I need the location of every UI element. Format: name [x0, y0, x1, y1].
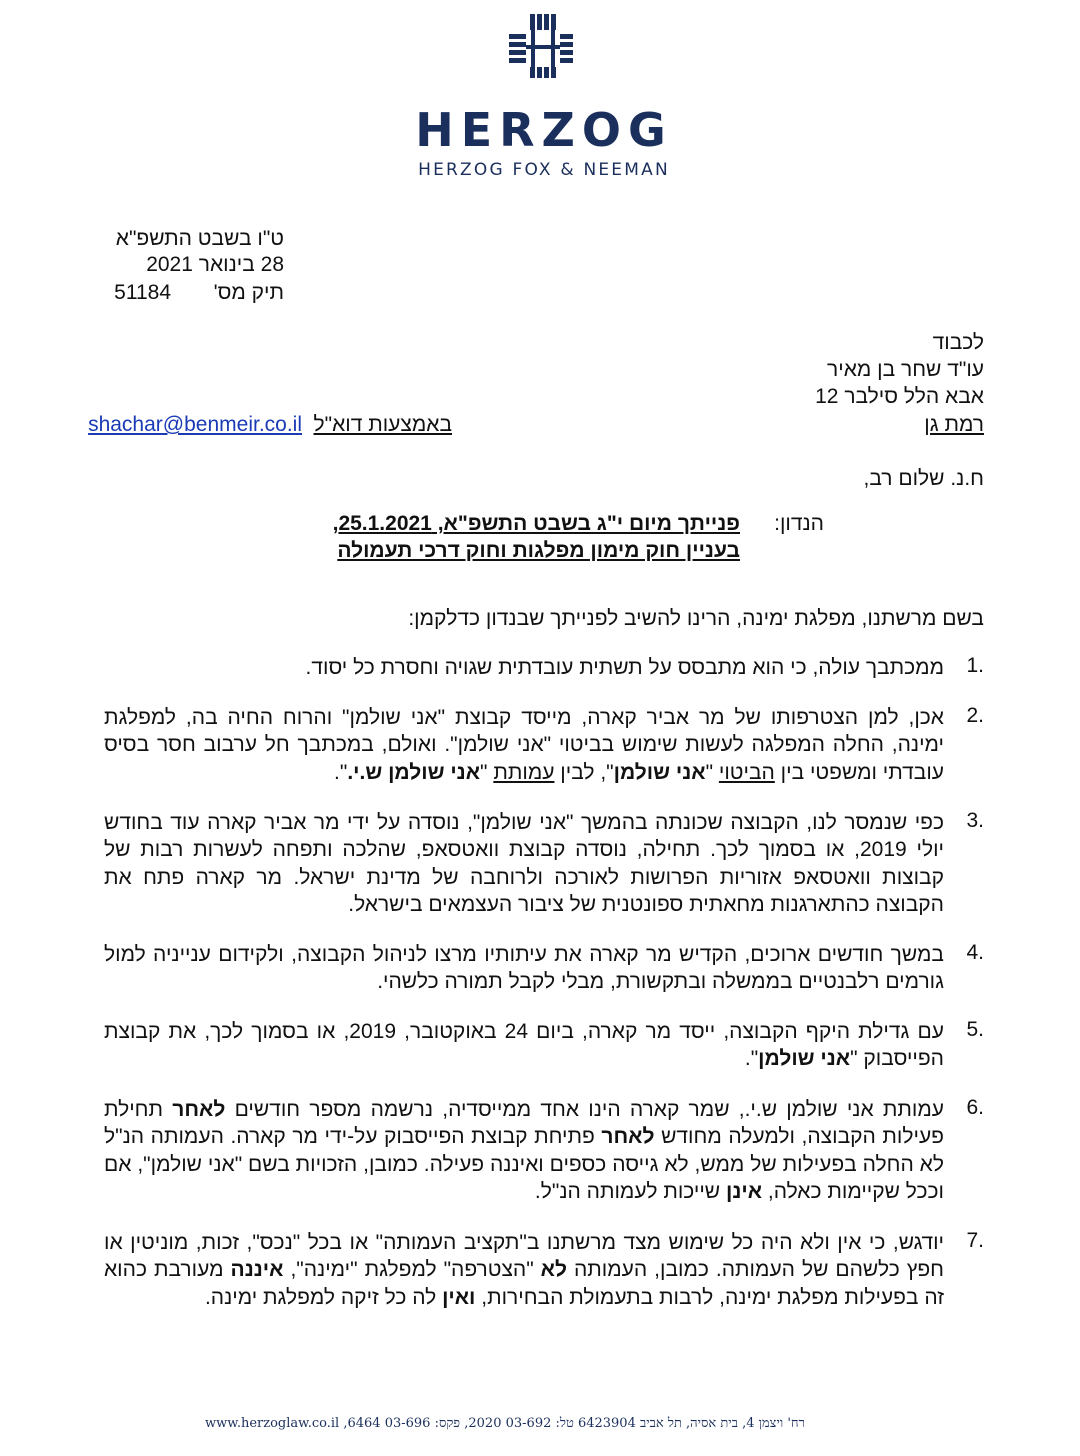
herzog-crest-icon: [509, 14, 573, 78]
paragraph-text: במשך חודשים ארוכים, הקדיש מר קארה את עיתותיו מרצו לניהול הקבוצה, ולקידום ענייניה למול גורמים רלבנטיים בממשלה ובתקשורת, מבלי לקבל תמורה כלשהי.: [104, 943, 944, 994]
gregorian-date: 28 בינואר 2021: [146, 253, 284, 276]
footer-contact: רח' ויצמן 4, בית אסיה, תל אביב 6423904 טל: 03-692 2020, פקס: 03-696 6464, www.herzoglaw.co.il: [204, 1416, 805, 1431]
paragraph-text: כפי שנמסר לנו, הקבוצה שכונתה בהמשך "אני שולמן", נוסדה על ידי מר אביר קארה עוד בחודש יולי 2019, או בסמוך לכך. תחילה, נוסדה קבוצת וואטסאפ, שהלכה ותפחה לעשרות רבות של קבוצות וואטסאפ אזוריות הפרושות לאורכה ולרוחבה של מדינת ישראל. מר קארה פתח את הקבוצה כהתארגנות מחאתית ספונטנית של ציבור העצמאים בישראל.: [104, 811, 945, 917]
paragraph-number: 6.: [966, 1096, 984, 1119]
paragraph-number: 2.: [966, 704, 984, 727]
recipient-city: רמת גן: [924, 413, 984, 436]
paragraph-6: [104, 1096, 984, 1211]
paragraph-text: עמותת אני שולמן ש.י., שמר קארה הינו אחד ממייסדיה, נרשמה מספר חודשים לאחר תחילת פעילות הקבוצה, ולמעלה מחודש לאחר פתיחת קבוצת הפייסבוק על-ידי מר קארה. העמותה הנ"ל לא החלה בפעילות של ממש, לא גייסה כספים ואיננה פעילה. כמובן, הזכויות בשם "אני שולמן", אם וככל שקיימות כאלה, אינן שייכות לעמותה הנ"ל.: [104, 1098, 945, 1204]
paragraph-number: 3.: [966, 809, 984, 832]
paragraph-text: ממכתבך עולה, כי הוא מתבסס על תשתית עובדתית שגויה וחסרת כל יסוד.: [305, 656, 944, 679]
paragraph-2: [104, 704, 984, 794]
paragraph-text: עם גדילת היקף הקבוצה, ייסד מר קארה, ביום 24 באוקטובר, 2019, או בסמוך לכך, את קבוצת הפייסבוק "אני שולמן".: [104, 1020, 944, 1071]
recipient-salutation: לכבוד: [932, 331, 984, 354]
subject-line-2: בעניין חוק מימון מפלגות וחוק דרכי תעמולה: [337, 539, 740, 562]
paragraph-4: [104, 941, 984, 1001]
paragraph-number: 5.: [966, 1018, 984, 1041]
paragraph-5: [104, 1018, 984, 1078]
delivery-method: באמצעות דוא"ל: [313, 413, 452, 436]
recipient-name: עו"ד שחר בן מאיר: [827, 358, 984, 381]
subject-label: הנדון:: [774, 512, 824, 535]
file-number: 51184: [114, 281, 171, 304]
brand-subname: HERZOG FOX & NEEMAN: [418, 160, 670, 180]
paragraph-number: 1.: [966, 654, 984, 677]
paragraph-number: 7.: [966, 1229, 984, 1252]
paragraph-7: [104, 1229, 984, 1319]
paragraph-1: [104, 654, 984, 684]
hebrew-date: ט"ו בשבט התשפ"א: [115, 227, 284, 250]
recipient-email-link[interactable]: shachar@benmeir.co.il: [88, 413, 302, 436]
paragraph-text: יודגש, כי אין ולא היה כל שימוש מצד מרשתנו ב"תקציב העמותה" או בכל "נכס", זכות, מוניטין או חפץ כלשהם של העמותה. כמובן, העמותה לא "הצטרפה" למפלגת "ימינה", איננה מעורבת כהוא זה בפעילות מפלגת ימינה, לרבות בתעמולת הבחירות, ואין לה כל זיקה למפלגת ימינה.: [104, 1231, 944, 1309]
recipient-street: אבא הלל סילבר 12: [815, 385, 984, 408]
subject-line-1: פנייתך מיום י"ג בשבט התשפ"א, 25.1.2021,: [332, 512, 740, 535]
file-number-label: תיק מס': [213, 281, 284, 304]
intro-text: בשם מרשתנו, מפלגת ימינה, הרינו להשיב לפנייתך שבנדון כדלקמן:: [408, 607, 984, 630]
paragraph-text: אכן, למן הצטרפותו של מר אביר קארה, מייסד קבוצת "אני שולמן" והרוח החיה בה, למפלגת ימינה, החלה המפלגה לעשות שימוש בביטוי "אני שולמן". ואולם, במכתבך חל ערבוב חסר בסיס עובדתי ומשפטי בין הביטוי "אני שולמן", לבין עמותת "אני שולמן ש.י.".: [104, 706, 944, 784]
paragraph-number: 4.: [966, 941, 984, 964]
brand-name: HERZOG: [415, 103, 673, 157]
paragraph-3: [104, 809, 984, 929]
greeting: ח.נ. שלום רב,: [863, 467, 984, 490]
